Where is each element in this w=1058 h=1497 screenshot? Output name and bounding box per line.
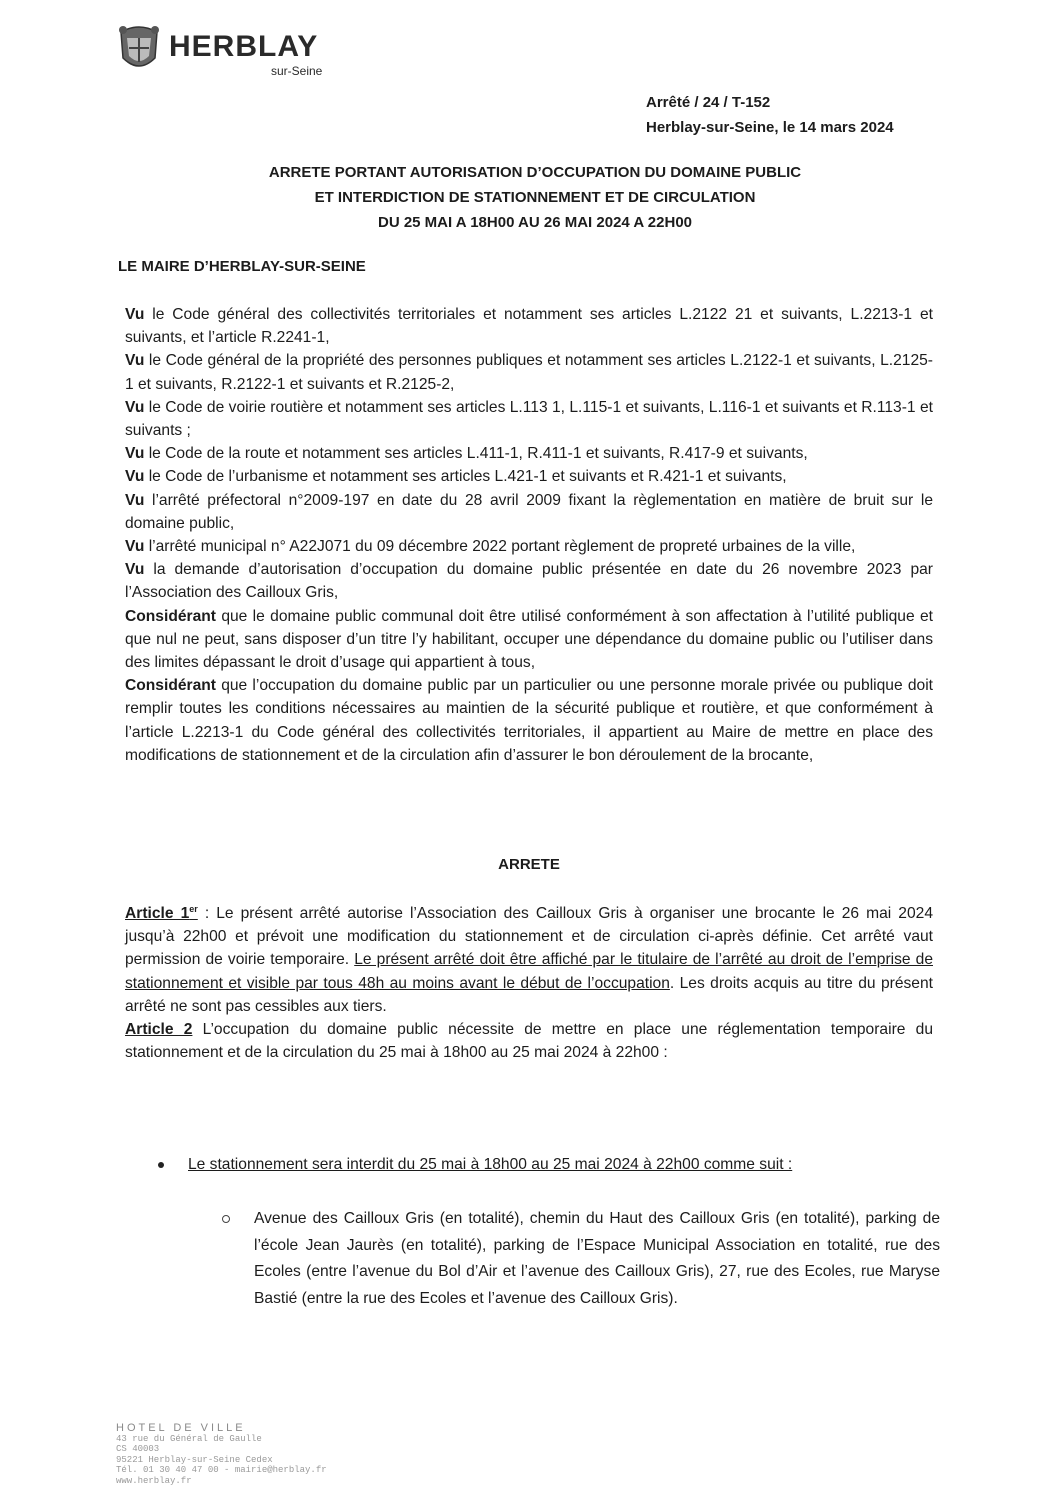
title-line-1: ARRETE PORTANT AUTORISATION D’OCCUPATION DU DOMAINE PUBLIC [268,164,802,181]
article-1: Article 1er : Le présent arrêté autorise l’Association des Cailloux Gris à organiser une brocante le 26 mai 2024 jusqu’à 22h00 et prévoit une modification du stationnement et de circulation ci-après définie. Cet arrêté vaut permission de voirie temporaire. Le présent arrêté doit être affiché par le titulaire de l’arrêté au droit de l’emprise de stationnement et visible par tous 48h au moins avant le début de l’occupation. Les droits acquis au titre du présent arrêté ne sont pas cessibles aux tiers. [125,903,933,1015]
authority-heading: LE MAIRE D’HERBLAY-SUR-SEINE [118,258,366,275]
visa-paragraph: Vu le Code de la route et notamment ses articles L.411-1, R.411-1 et suivants, R.417-9 et suivants, [125,445,808,463]
title-line-3: DU 25 MAI A 18H00 AU 26 MAI 2024 A 22H00 [377,214,693,231]
article-1-label: Article 1er [125,903,198,922]
arrete-number: Arrêté / 24 / T-152 [646,94,771,111]
visa-paragraph: Vu l’arrêté municipal n° A22J071 du 09 décembre 2022 portant règlement de propreté urbaines de la ville, [125,538,856,556]
visa-paragraph: Vu l’arrêté préfectoral n°2009-197 en date du 28 avril 2009 fixant la règlementation en matière de bruit sur le domaine public, [125,491,933,532]
footer-address [116,1423,327,1486]
footer-contact: Tél. 01 30 40 47 00 - mairie@herblay.fr [116,1465,327,1475]
visa-paragraph: Vu le Code de l’urbanisme et notamment ses articles L.421-1 et suivants et R.421-1 et suivants, [125,468,787,486]
parking-ban-item: Le stationnement sera interdit du 25 mai à 18h00 au 25 mai 2024 à 22h00 comme suit : [188,1156,793,1173]
footer-website: www.herblay.fr [116,1475,192,1486]
article-2: Article 2 L’occupation du domaine public nécessite de mettre en place une réglementation temporaire du stationnement et de la circulation du 25 mai à 18h00 au 25 mai 2024 à 22h00 : [125,1021,933,1062]
articles [125,902,933,1064]
preamble [125,303,933,767]
article-2-label: Article 2 [125,1021,193,1039]
footer-heading: HOTEL DE VILLE [116,1422,246,1434]
circle-bullet-icon [222,1215,230,1223]
considerant-paragraph: Considérant que l’occupation du domaine public par un particulier ou une personne morale privée ou publique doit remplir toutes les conditions nécessaires au maintien de la sécurité publique et routière, et que conformément à l’article L.2213-1 du Code général des collectivités territoriales, il appartient au Maire de mettre en place des modifications de stationnement et de la circulation afin d’assurer le bon déroulement de la brocante, [125,677,933,764]
bullet-icon [158,1162,164,1168]
footer-line: CS 40003 [116,1444,160,1454]
title-line-2: ET INTERDICTION DE STATIONNEMENT ET DE CIRCULATION [314,189,756,206]
footer-line: 95221 Herblay-sur-Seine Cedex [116,1454,273,1465]
place-date: Herblay-sur-Seine, le 14 mars 2024 [646,119,894,136]
visa-paragraph: Vu le Code général de la propriété des personnes publiques et notamment ses articles L.2122-1 et suivants, L.2125-1 et suivants, R.2122-1 et suivants et R.2125-2, [125,352,933,393]
visa-paragraph: Vu le Code de voirie routière et notamment ses articles L.113 1, L.115-1 et suivants, L.116-1 et suivants et R.113-1 et suivants ; [125,398,933,440]
considerant-paragraph: Considérant que le domaine public communal doit être utilisé conformément à son affectation à l’utilité publique et que nul ne peut, sans disposer d’un titre l’y habilitant, occuper une dépendance du domaine public ou l’utiliser dans des limites dépassant le droit d’usage qui appartient à tous, [125,607,933,672]
document-title [200,160,870,235]
decision-heading: ARRETE [498,856,560,873]
streets-list: Avenue des Cailloux Gris (en totalité), chemin du Haut des Cailloux Gris (en totalité), parking de l’école Jean Jaurès (en totalité), parking de l’Espace Municipal Association en totalité, rue des Ecoles (entre l’avenue du Bol d’Air et l’avenue des Cailloux Gris), 27, rue des Ecoles, rue Maryse Bastié (entre la rue des Ecoles et l’avenue des Cailloux Gris). [254,1210,940,1307]
arrete-reference [646,90,894,140]
visa-paragraph: Vu le Code général des collectivités territoriales et notamment ses articles L.2122 21 et suivants, L.2213-1 et suivants, et l’article R.2241-1, [125,306,933,347]
city-coat-of-arms-icon [115,24,163,76]
visa-paragraph: Vu la demande d’autorisation d’occupation du domaine public présentée en date du 26 novembre 2023 par l’Association des Cailloux Gris, [125,561,933,602]
footer-line: 43 rue du Général de Gaulle [116,1433,262,1444]
city-logo [115,22,355,84]
logo-subtitle: sur-Seine [271,64,323,78]
logo-name: HERBLAY [169,30,319,63]
